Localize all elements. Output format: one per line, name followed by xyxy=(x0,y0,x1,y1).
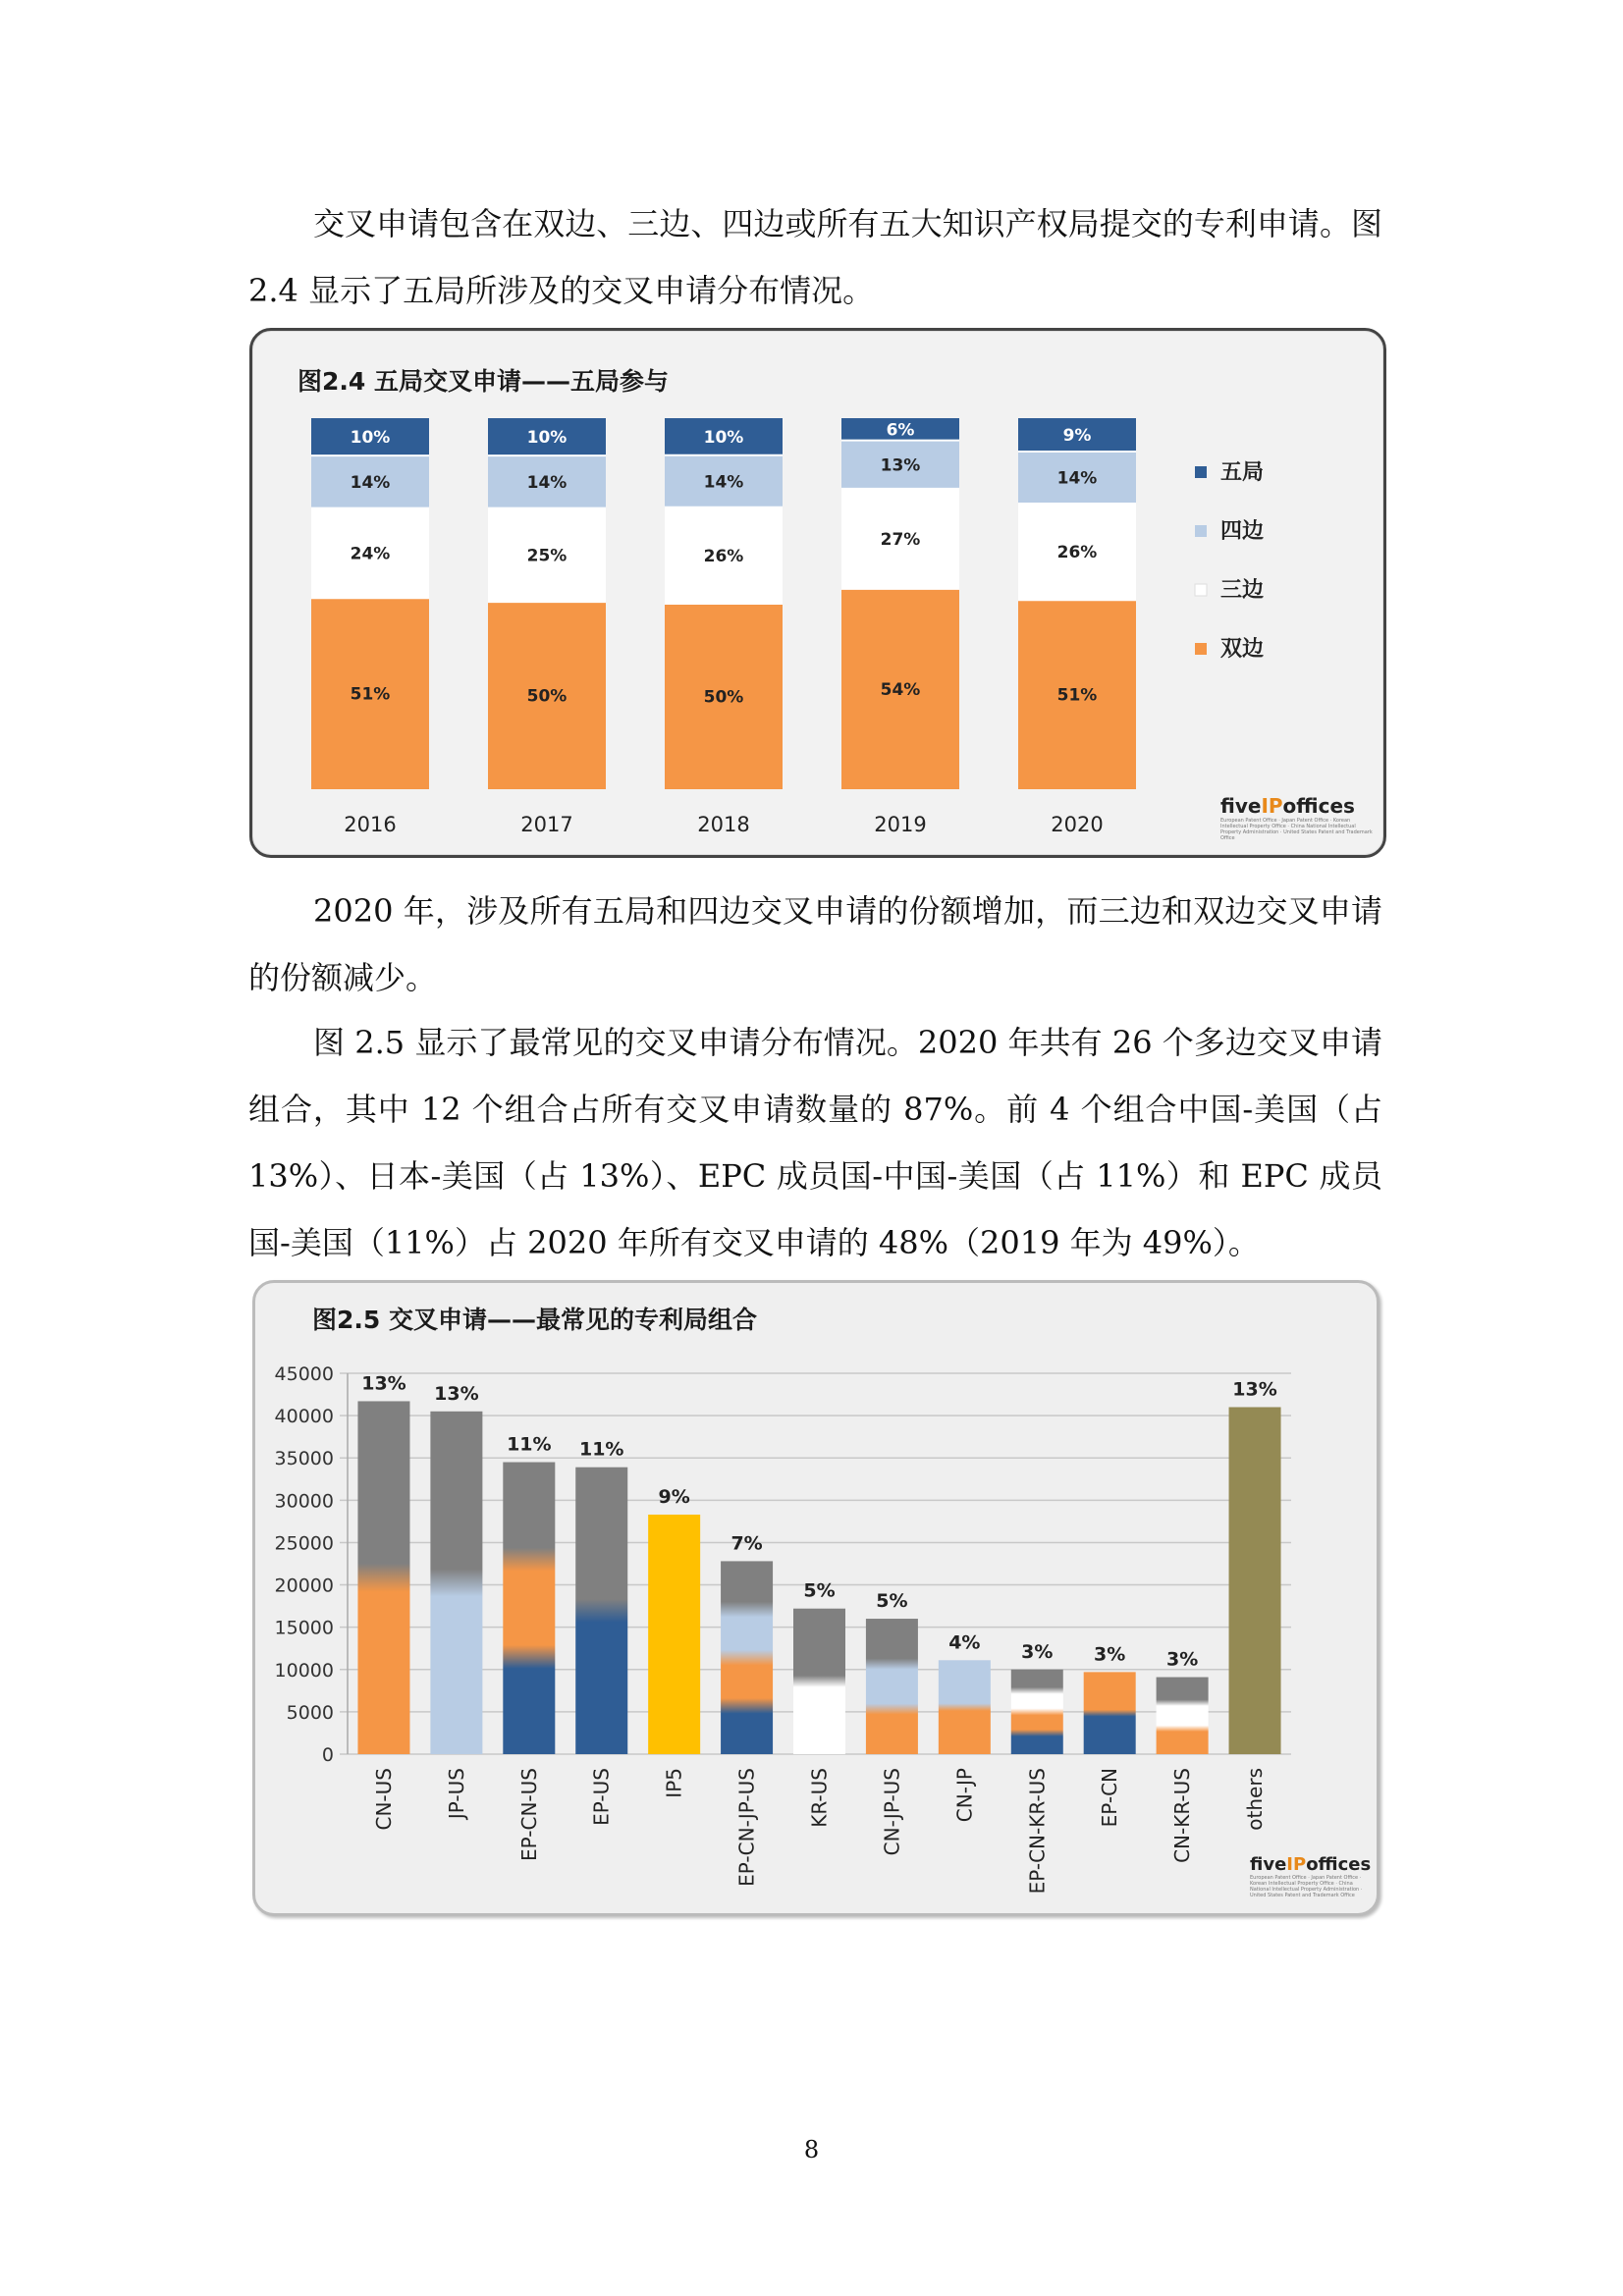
y-tick-30000: 30000 xyxy=(274,1490,334,1513)
bar-label-2018-four: 14% xyxy=(703,472,744,493)
x-tick-IP5: IP5 xyxy=(662,1768,686,1798)
share-label-IP5: 9% xyxy=(658,1485,690,1508)
fiveipoffices-logo xyxy=(1220,794,1378,841)
bar-label-2019-five: 6% xyxy=(886,420,915,441)
share-label-EP-CN-JP-US: 7% xyxy=(730,1532,763,1555)
bar-label-2016-four: 14% xyxy=(350,472,391,493)
x-tick-CN-JP: CN-JP xyxy=(952,1768,977,1823)
x-tick-2016: 2016 xyxy=(344,813,397,836)
bar-JP-US xyxy=(430,1412,482,1754)
y-tick-5000: 5000 xyxy=(286,1701,334,1724)
paragraph-1: 交叉申请包含在双边、三边、四边或所有五大知识产权局提交的专利申请。图 2.4 显示了五局所涉及的交叉申请分布情况。 xyxy=(248,205,1382,309)
share-label-CN-KR-US: 3% xyxy=(1165,1648,1199,1671)
share-label-EP-CN-US: 11% xyxy=(507,1433,552,1456)
legend-label-three: 三边 xyxy=(1220,578,1265,603)
bar-others xyxy=(1229,1407,1281,1754)
logo-prefix: five xyxy=(1250,1854,1287,1875)
y-tick-10000: 10000 xyxy=(274,1659,334,1682)
x-tick-CN-KR-US: CN-KR-US xyxy=(1170,1768,1195,1863)
bar-label-2018-five: 10% xyxy=(703,427,744,448)
bar-label-2016-three: 24% xyxy=(350,544,391,564)
bar-label-2016-five: 10% xyxy=(350,428,391,449)
bar-label-2019-four: 13% xyxy=(880,455,921,476)
share-label-JP-US: 13% xyxy=(434,1382,479,1405)
legend-swatch-four xyxy=(1195,525,1207,537)
x-tick-EP-CN-US: EP-CN-US xyxy=(516,1768,541,1861)
legend-label-two: 双边 xyxy=(1220,637,1265,662)
bar-label-2019-two: 54% xyxy=(880,679,921,700)
y-tick-40000: 40000 xyxy=(274,1406,334,1428)
share-label-others: 13% xyxy=(1232,1378,1277,1401)
fiveipoffices-logo-2 xyxy=(1250,1854,1371,1898)
figure-2-4-title: 图2.4 五局交叉申请——五局参与 xyxy=(298,367,669,396)
bar-KR-US xyxy=(793,1609,845,1754)
bar-label-2020-five: 9% xyxy=(1062,426,1092,447)
share-label-EP-CN: 3% xyxy=(1094,1643,1126,1666)
x-tick-2019: 2019 xyxy=(874,813,927,836)
share-label-KR-US: 5% xyxy=(803,1579,836,1602)
paragraph-3: 图 2.5 显示了最常见的交叉申请分布情况。2020 年共有 26 个多边交叉申请组合，其中 12 个组合占所有交叉申请数量的 87%。前 4 个组合中国-美国（占 13%）、日本-美国（占 13%）、EPC 成员国-中国-美国（占 11%）和 EPC 成员国-美国（11%）占 2020 年所有交叉申请的 48%（2019 年为 49%）。 xyxy=(248,1024,1382,1261)
logo-suffix: offices xyxy=(1282,794,1355,818)
y-tick-0: 0 xyxy=(321,1744,334,1766)
bar-CN-US xyxy=(357,1401,409,1754)
bar-EP-CN-US xyxy=(503,1463,555,1754)
logo-ip: IP xyxy=(1261,794,1283,818)
x-tick-CN-US: CN-US xyxy=(371,1768,396,1831)
paragraph-2: 2020 年，涉及所有五局和四边交叉申请的份额增加，而三边和双边交叉申请的份额减少。 xyxy=(248,892,1382,996)
bar-EP-CN-JP-US xyxy=(721,1561,773,1754)
bar-label-2017-four: 14% xyxy=(526,472,568,493)
page-number: 8 xyxy=(803,2136,820,2163)
x-tick-EP-CN-KR-US: EP-CN-KR-US xyxy=(1025,1768,1050,1895)
logo-prefix: five xyxy=(1220,794,1262,818)
y-tick-20000: 20000 xyxy=(274,1575,334,1597)
x-tick-KR-US: KR-US xyxy=(807,1768,832,1828)
bar-CN-JP-US xyxy=(866,1619,918,1754)
figure-2-5 xyxy=(252,1280,1380,1916)
bar-CN-KR-US xyxy=(1157,1678,1209,1754)
bar-label-2019-three: 27% xyxy=(880,529,921,550)
y-tick-45000: 45000 xyxy=(274,1363,334,1385)
share-label-CN-US: 13% xyxy=(361,1372,406,1395)
logo-subtitle: European Patent Office · Japan Patent Office · Korean Intellectual Property Office · China National Intellectual Property Administration · United States Patent and Trademark Office xyxy=(1250,1875,1363,1898)
bar-label-2018-two: 50% xyxy=(703,687,744,708)
logo-suffix: offices xyxy=(1306,1854,1372,1875)
figure-2-5-chart xyxy=(255,1283,1377,1913)
share-label-EP-CN-KR-US: 3% xyxy=(1021,1640,1054,1663)
y-tick-35000: 35000 xyxy=(274,1448,334,1470)
x-tick-JP-US: JP-US xyxy=(444,1768,468,1820)
share-label-CN-JP-US: 5% xyxy=(876,1590,908,1613)
x-tick-CN-JP-US: CN-JP-US xyxy=(880,1768,904,1856)
bar-EP-CN-KR-US xyxy=(1011,1670,1063,1754)
legend-label-four: 四边 xyxy=(1220,519,1265,544)
bar-EP-CN xyxy=(1084,1672,1136,1754)
figure-2-5-title: 图2.5 交叉申请——最常见的专利局组合 xyxy=(312,1306,757,1334)
legend-swatch-two xyxy=(1195,643,1207,655)
x-tick-2018: 2018 xyxy=(697,813,750,836)
bar-EP-US xyxy=(575,1468,627,1754)
share-label-CN-JP: 4% xyxy=(948,1631,981,1654)
bar-label-2017-five: 10% xyxy=(526,428,568,449)
logo-subtitle: European Patent Office · Japan Patent Office · Korean Intellectual Property Office · China National Intellectual Property Administration · United States Patent and Trademark Office xyxy=(1220,818,1373,841)
x-tick-EP-CN: EP-CN xyxy=(1098,1768,1122,1828)
y-tick-25000: 25000 xyxy=(274,1532,334,1555)
figure-2-4-chart xyxy=(252,331,1383,855)
y-tick-15000: 15000 xyxy=(274,1617,334,1639)
bar-label-2020-four: 14% xyxy=(1056,468,1098,489)
bar-label-2017-three: 25% xyxy=(526,546,568,566)
x-tick-others: others xyxy=(1243,1768,1268,1831)
bar-label-2020-three: 26% xyxy=(1056,543,1098,563)
x-tick-2020: 2020 xyxy=(1051,813,1104,836)
legend-swatch-three xyxy=(1195,584,1207,596)
share-label-EP-US: 11% xyxy=(578,1438,624,1461)
bar-CN-JP xyxy=(939,1660,991,1754)
figure-2-4 xyxy=(249,328,1386,858)
bar-label-2017-two: 50% xyxy=(526,686,568,707)
legend-swatch-five xyxy=(1195,466,1207,478)
legend-label-five: 五局 xyxy=(1220,460,1265,485)
x-tick-EP-US: EP-US xyxy=(589,1768,614,1826)
bar-label-2016-two: 51% xyxy=(350,684,391,705)
x-tick-2017: 2017 xyxy=(520,813,573,836)
bar-label-2018-three: 26% xyxy=(703,546,744,566)
bar-label-2020-two: 51% xyxy=(1056,685,1098,706)
logo-ip: IP xyxy=(1286,1854,1307,1875)
x-tick-EP-CN-JP-US: EP-CN-JP-US xyxy=(734,1768,759,1887)
bar-IP5 xyxy=(648,1515,700,1754)
